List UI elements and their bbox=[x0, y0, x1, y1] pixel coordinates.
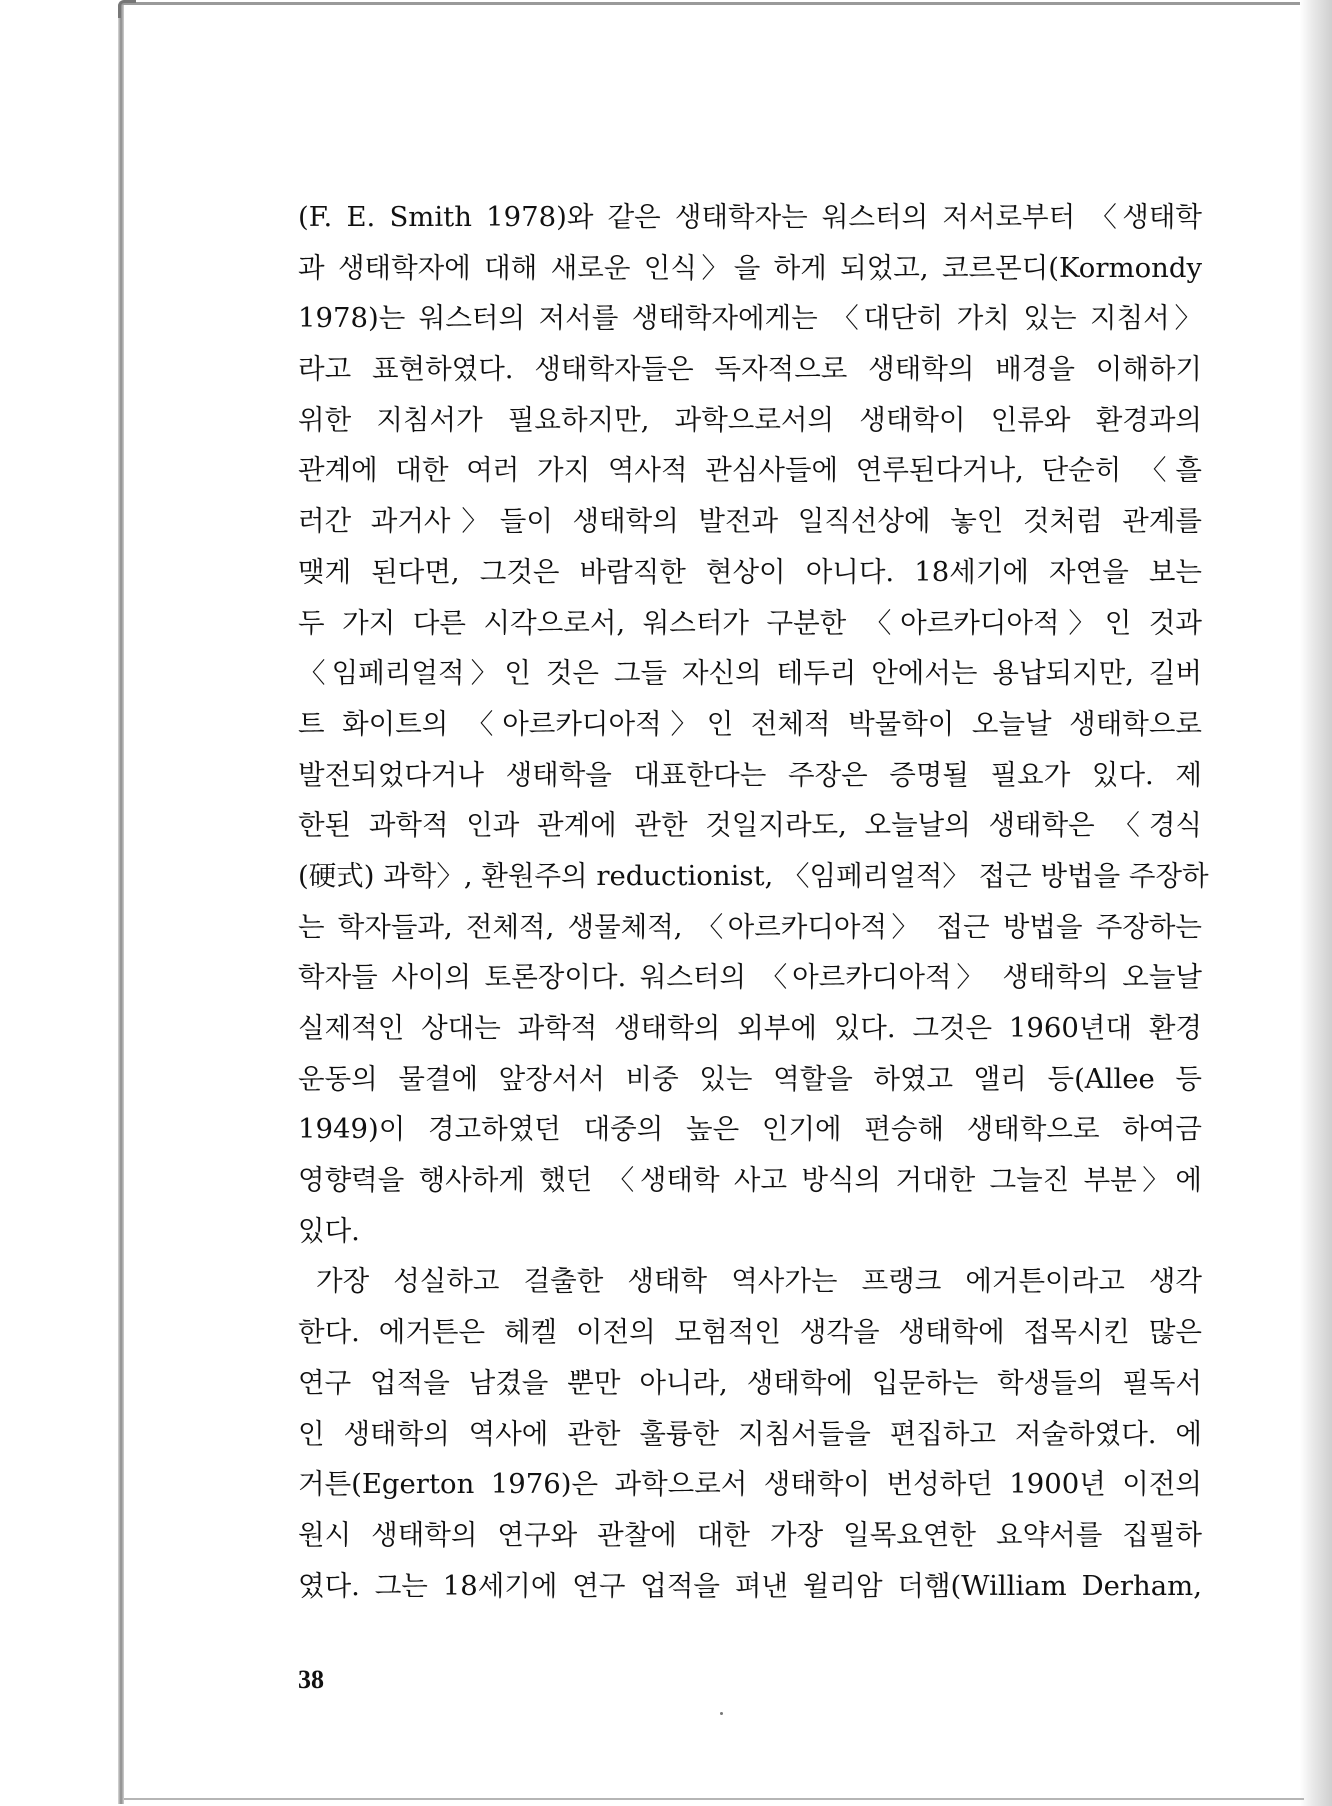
page-left-edge bbox=[118, 4, 124, 1804]
text-line: 있다. bbox=[298, 1214, 360, 1247]
text-line: 한다. 에거튼은 헤켈 이전의 모험적인 생각을 생태학에 접목시킨 많은 bbox=[298, 1316, 1202, 1349]
text-line: 인 생태학의 역사에 관한 훌륭한 지침서들을 편집하고 저술하였다. 에 bbox=[298, 1417, 1202, 1450]
page-right-shadow bbox=[1300, 0, 1332, 1806]
text-line: 발전되었다거나 생태학을 대표한다는 주장은 증명될 필요가 있다. 제 bbox=[298, 758, 1202, 791]
text-line: 두 가지 다른 시각으로서, 워스터가 구분한 〈아르카디아적〉인 것과 bbox=[298, 606, 1202, 639]
text-line: 거튼(Egerton 1976)은 과학으로서 생태학이 번성하던 1900년 이전의 bbox=[298, 1468, 1202, 1501]
text-line: 원시 생태학의 연구와 관찰에 대한 가장 일목요연한 요약서를 집필하 bbox=[298, 1518, 1202, 1551]
page-number: 38 bbox=[298, 1665, 324, 1694]
text-line: 라고 표현하였다. 생태학자들은 독자적으로 생태학의 배경을 이해하기 bbox=[298, 353, 1202, 386]
text-line: 학자들 사이의 토론장이다. 워스터의 〈아르카디아적〉 생태학의 오늘날 bbox=[298, 961, 1202, 994]
text-line: 한된 과학적 인과 관계에 관한 것일지라도, 오늘날의 생태학은 〈경식 bbox=[298, 809, 1202, 842]
page-top-edge bbox=[122, 2, 1312, 5]
text-line: (F. E. Smith 1978)와 같은 생태학자는 워스터의 저서로부터 〈생태학 bbox=[298, 201, 1202, 233]
text-line: 트 화이트의 〈아르카디아적〉인 전체적 박물학이 오늘날 생태학으로 bbox=[298, 707, 1202, 740]
text-line: 는 학자들과, 전체적, 생물체적, 〈아르카디아적〉 접근 방법을 주장하는 bbox=[298, 910, 1202, 943]
text-line: 관계에 대한 여러 가지 역사적 관심사들에 연루된다거나, 단순히 〈흘 bbox=[298, 454, 1202, 487]
text-line: 〈임페리얼적〉인 것은 그들 자신의 테두리 안에서는 용납되지만, 길버 bbox=[298, 657, 1202, 690]
text-line: 영향력을 행사하게 했던 〈생태학 사고 방식의 거대한 그늘진 부분〉에 bbox=[298, 1164, 1202, 1197]
text-line: 러간 과거사〉들이 생태학의 발전과 일직선상에 놓인 것처럼 관계를 bbox=[298, 505, 1202, 538]
text-line: 운동의 물결에 앞장서서 비중 있는 역할을 하였고 앨리 등(Allee 등 bbox=[298, 1062, 1202, 1095]
text-line: 연구 업적을 남겼을 뿐만 아니라, 생태학에 입문하는 학생들의 필독서 bbox=[298, 1366, 1202, 1399]
text-line: 였다. 그는 18세기에 연구 업적을 펴낸 윌리암 더햄(William Derham, bbox=[298, 1569, 1202, 1602]
text-line: 맺게 된다면, 그것은 바람직한 현상이 아니다. 18세기에 자연을 보는 bbox=[298, 555, 1202, 588]
text-line: 실제적인 상대는 과학적 생태학의 외부에 있다. 그것은 1960년대 환경 bbox=[298, 1012, 1202, 1044]
scan-speck bbox=[720, 1712, 723, 1715]
text-line: (硬式) 과학〉, 환원주의 reductionist, 〈임페리얼적〉 접근 방법을 주장하 bbox=[298, 859, 1209, 892]
paragraph-start-line: 가장 성실하고 걸출한 생태학 역사가는 프랭크 에거튼이라고 생각 bbox=[316, 1265, 1202, 1298]
page-bottom-edge bbox=[124, 1798, 1304, 1800]
text-line: 1978)는 워스터의 저서를 생태학자에게는 〈대단히 가치 있는 지침서〉 bbox=[298, 302, 1202, 335]
text-line: 과 생태학자에 대해 새로운 인식〉을 하게 되었고, 코르몬디(Kormondy bbox=[298, 251, 1202, 284]
body-text bbox=[298, 192, 1209, 1611]
text-line: 1949)이 경고하였던 대중의 높은 인기에 편승해 생태학으로 하여금 bbox=[298, 1113, 1202, 1146]
page-corner bbox=[118, 0, 136, 18]
text-line: 위한 지침서가 필요하지만, 과학으로서의 생태학이 인류와 환경과의 bbox=[298, 403, 1202, 436]
